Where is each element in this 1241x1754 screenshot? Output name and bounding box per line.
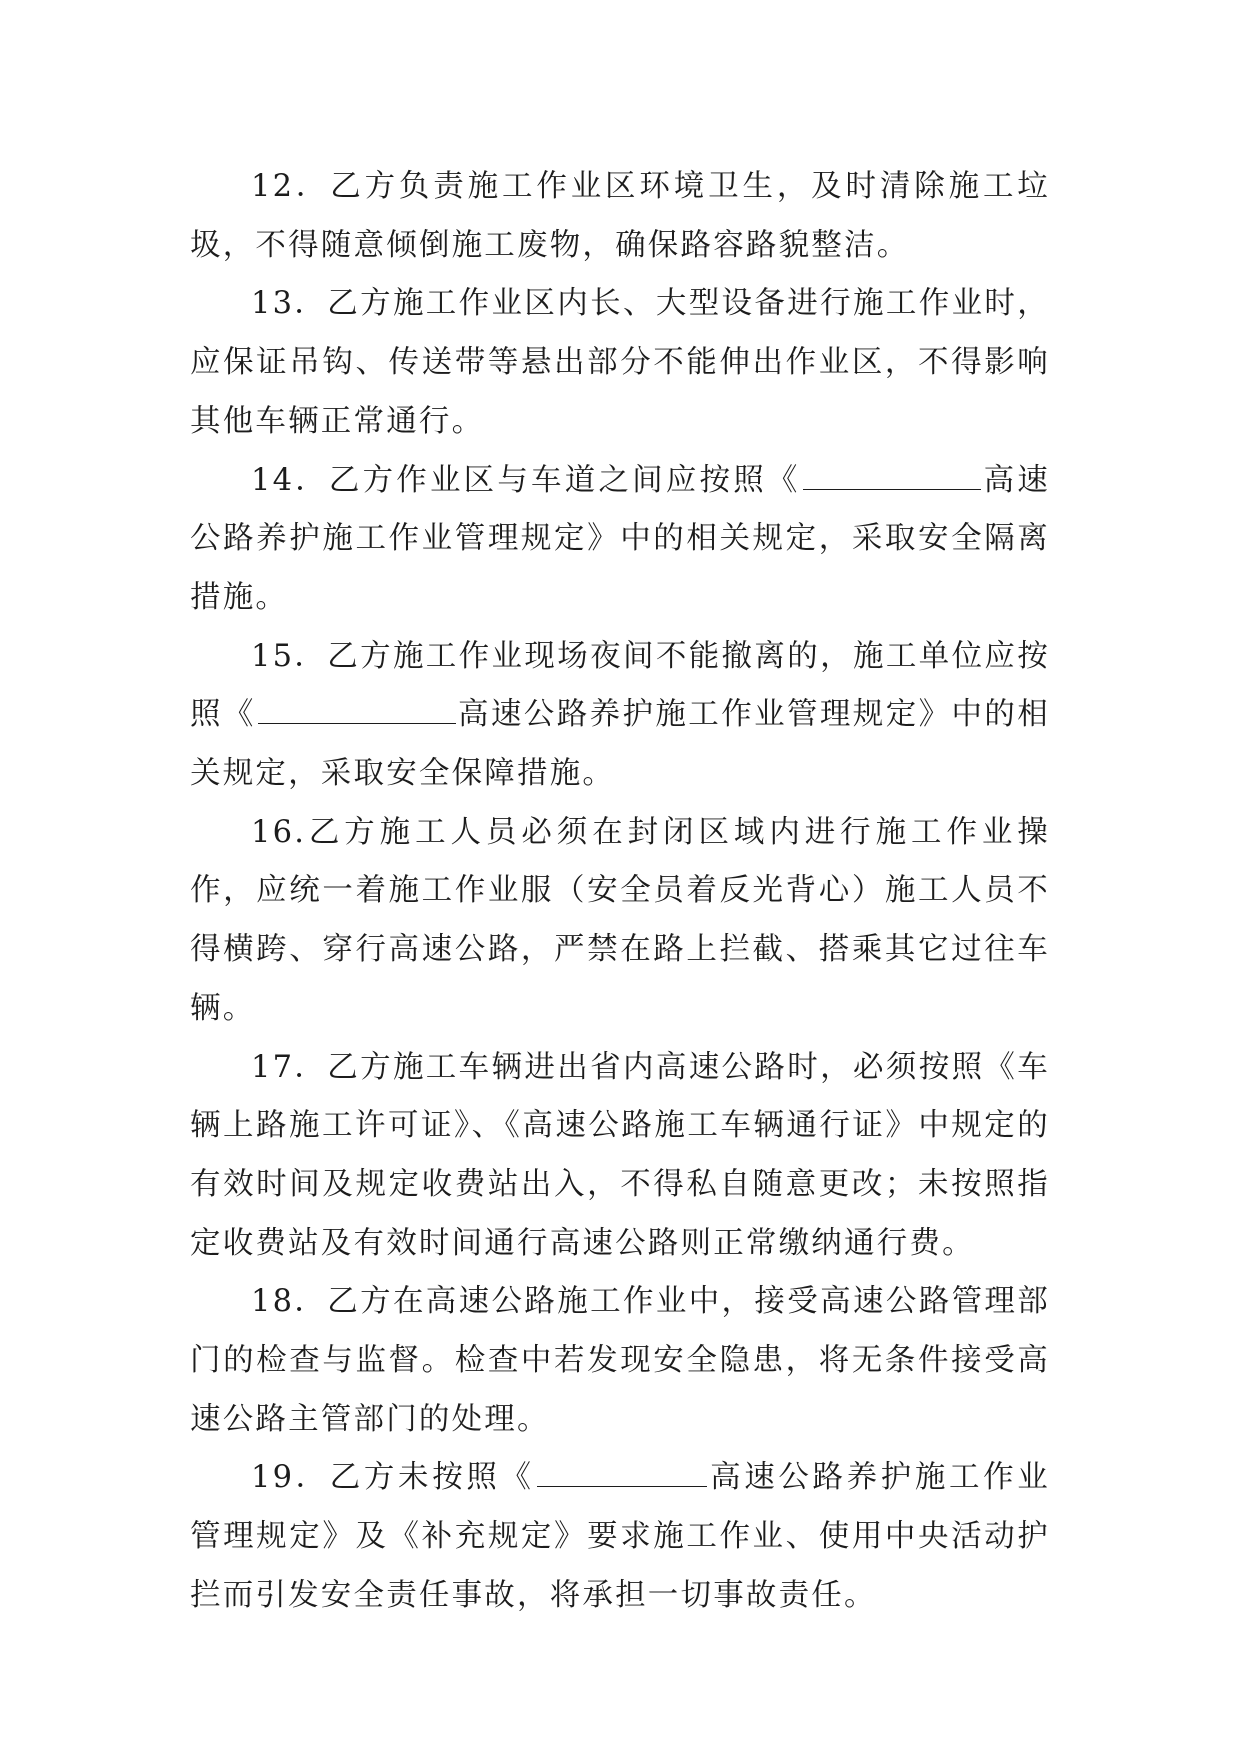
clause-18-text: 18．乙方在高速公路施工作业中，接受高速公路管理部门的检查与监督。检查中若发现安全隐患，将无条件接受高速公路主管部门的处理。 [190,1284,1050,1437]
clause-12 [190,158,1050,275]
clause-16 [190,804,1050,1039]
clause-19-text-after: 高速公路养护施工作业管理规定》及《补充规定》要求施工作业、使用中央活动护拦而引发安全责任事故，将承担一切事故责任。 [190,1460,1050,1613]
clause-19-text-before: 19．乙方未按照《 [251,1460,535,1496]
clause-12-text: 12．乙方负责施工作业区环境卫生，及时清除施工垃圾，不得随意倾倒施工废物，确保路容路貌整洁。 [190,169,1050,263]
clause-14 [190,452,1050,628]
clause-18 [190,1273,1050,1449]
clause-17-text: 17．乙方施工车辆进出省内高速公路时，必须按照《车辆上路施工许可证》、《高速公路施工车辆通行证》中规定的有效时间及规定收费站出入，不得私自随意更改；未按照指定收费站及有效时间通行高速公路则正常缴纳通行费。 [190,1049,1050,1261]
clause-14-text-before: 14．乙方作业区与车道之间应按照《 [251,462,801,498]
clause-19-blank-line [537,1456,707,1487]
clause-17 [190,1039,1050,1274]
clause-15-blank-line [258,693,456,724]
clause-14-blank-line [803,459,981,490]
clause-15-text-after: 高速公路养护施工作业管理规定》中的相关规定，采取安全保障措施。 [190,697,1050,792]
clause-13-text: 13．乙方施工作业区内长、大型设备进行施工作业时，应保证吊钩、传送带等悬出部分不能伸出作业区，不得影响其他车辆正常通行。 [190,286,1050,439]
clause-19 [190,1449,1050,1625]
clause-15-text-before: 15．乙方施工作业现场夜间不能撤离的，施工单位应按照《 [190,638,1050,733]
clause-14-text-after: 高速公路养护施工作业管理规定》中的相关规定，采取安全隔离措施。 [190,462,1050,615]
document-body [190,158,1050,1626]
clause-16-text: 16.乙方施工人员必须在封闭区域内进行施工作业操作，应统一着施工作业服（安全员着反光背心）施工人员不得横跨、穿行高速公路，严禁在路上拦截、搭乘其它过往车辆。 [190,814,1050,1026]
clause-13 [190,275,1050,451]
clause-15 [190,628,1050,804]
